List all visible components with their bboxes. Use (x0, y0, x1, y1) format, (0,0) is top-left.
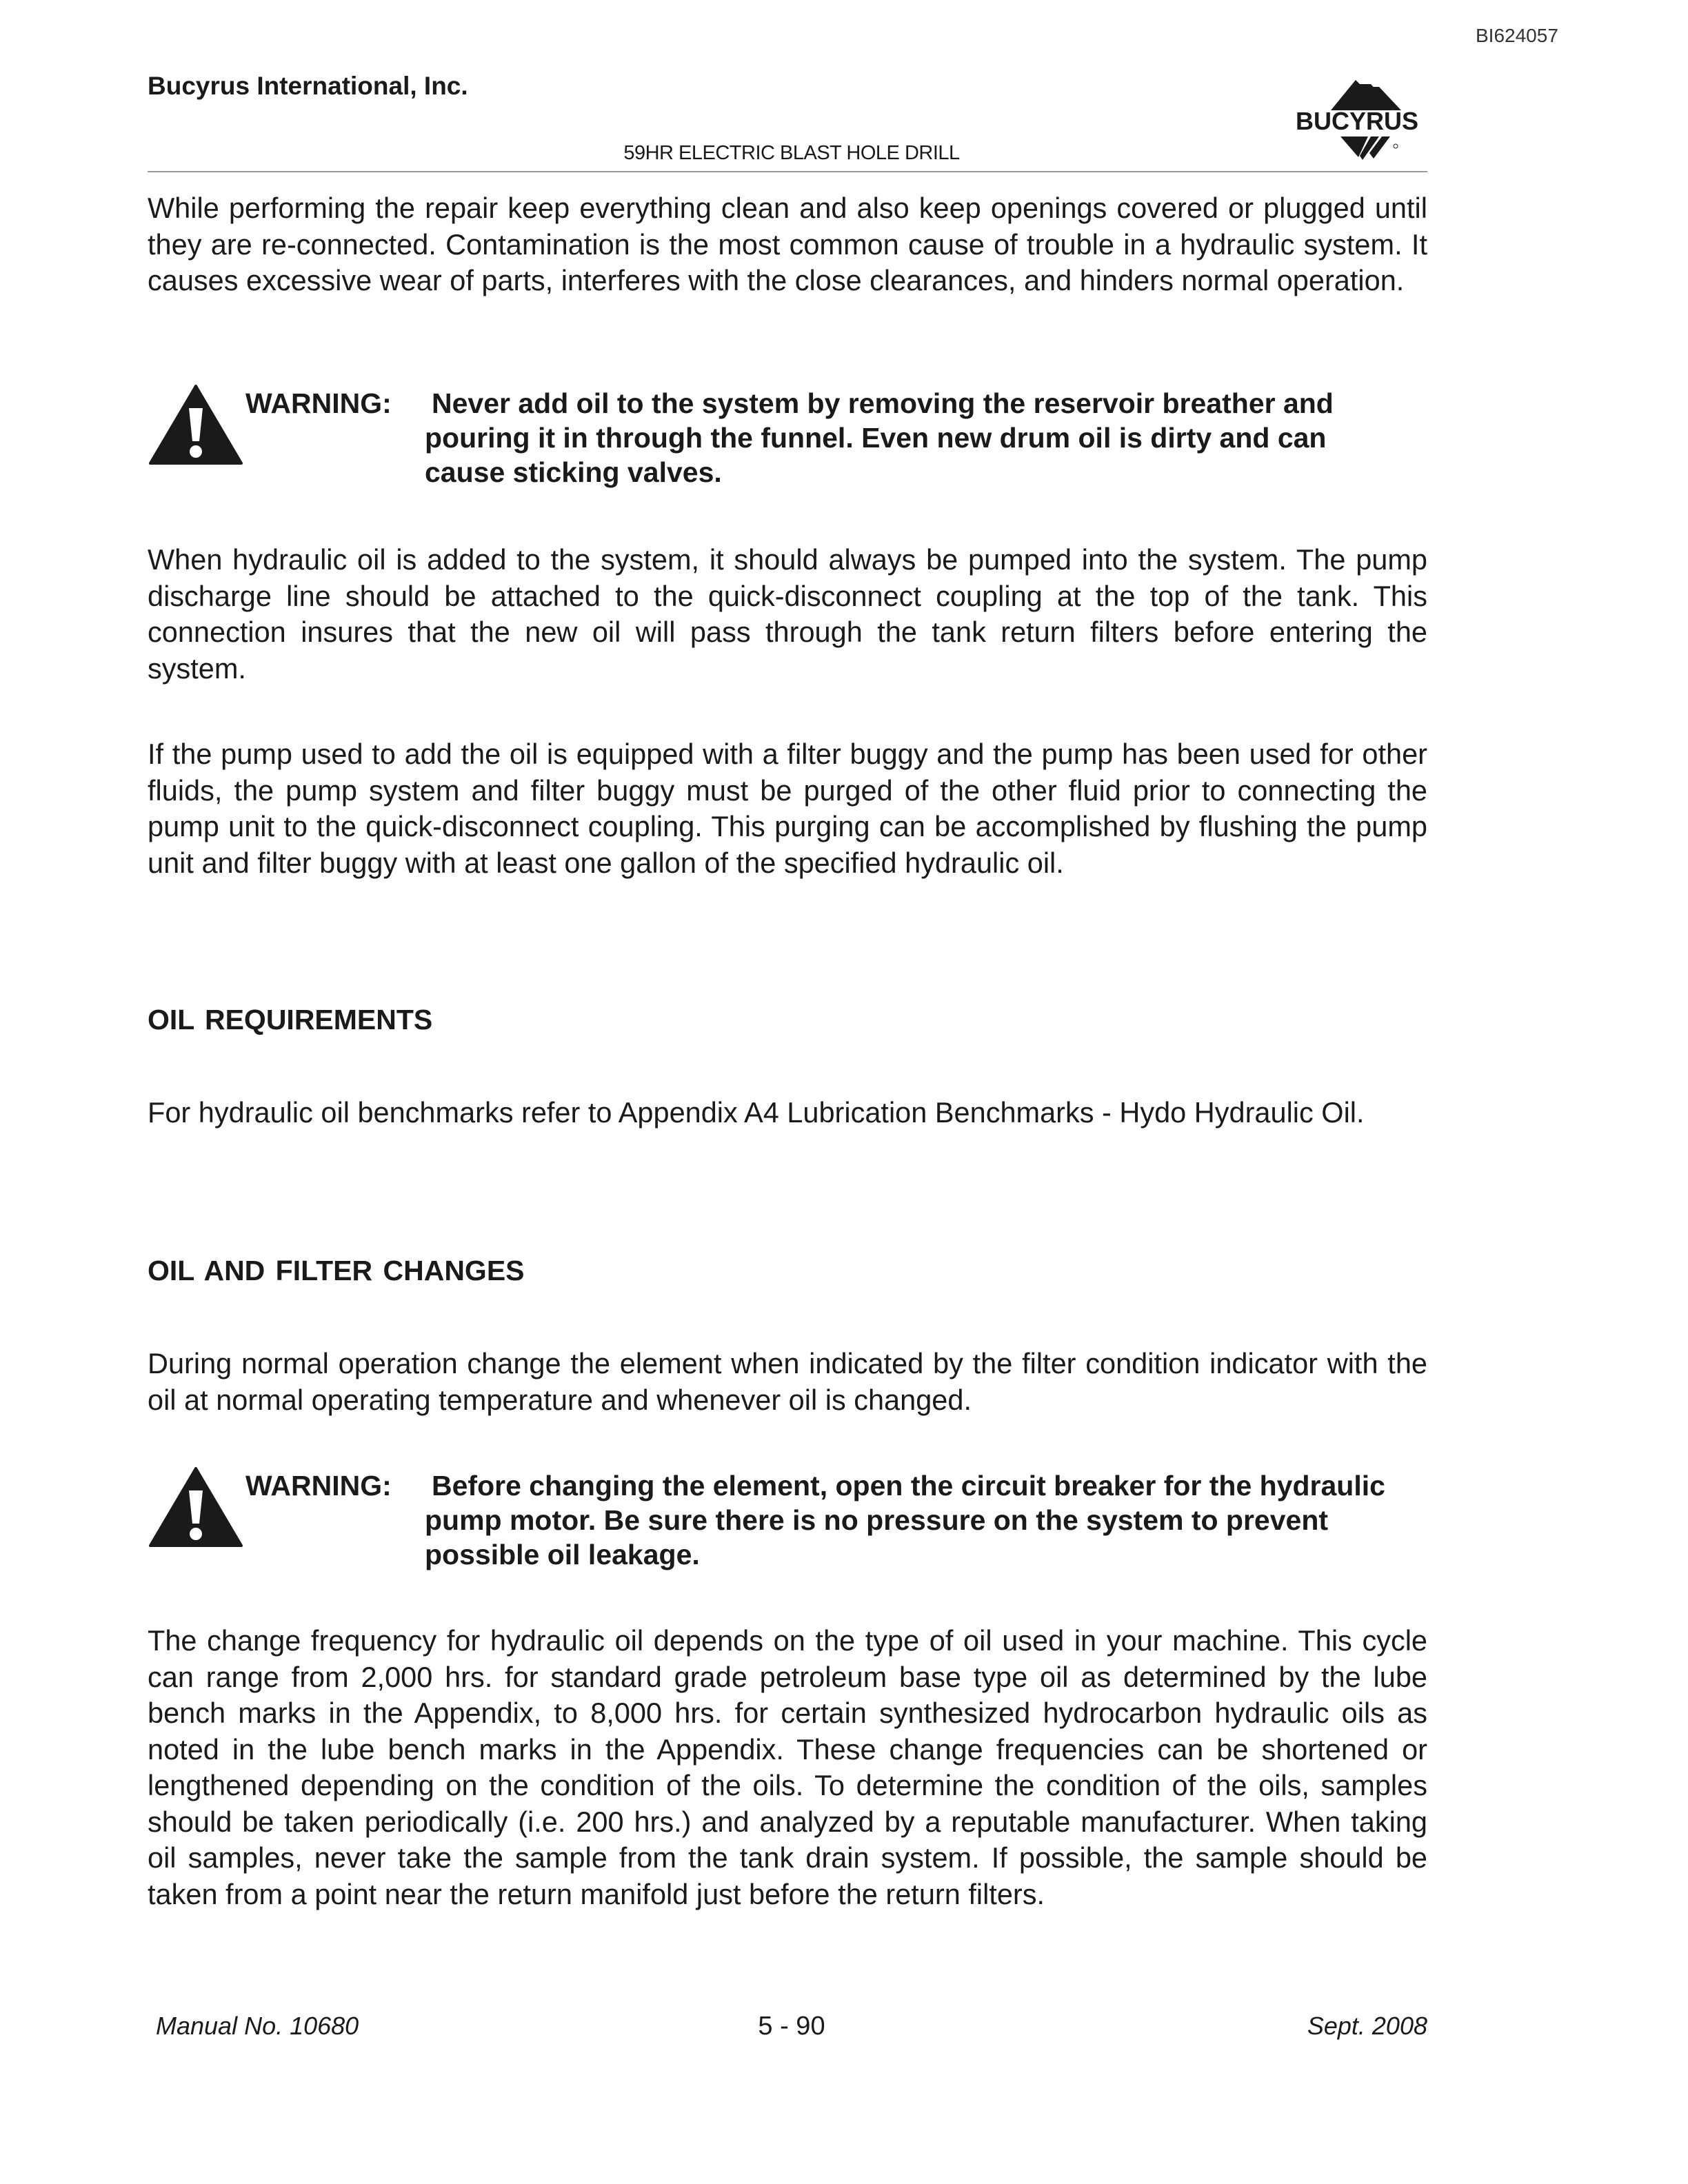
paragraph-change-frequency: The change frequency for hydraulic oil depends on the type of oil used in your machine. This cycle can range from 2,000 hrs. for standard grade petroleum base type oil as determined by the lube bench marks in the Appendix, to 8,000 hrs. for certain synthesized hydrocarbon hydraulic oils as noted in the lube bench marks in the Appendix. These change frequencies can be shortened or lengthened depending on the condition of the oils. To determine the condition of the oils, samples should be taken periodically (i.e. 200 hrs.) and analyzed by a reputable manufacturer. When taking oil samples, never take the sample from the tank drain system. If possible, the sample should be taken from a point near the return manifold just before the return filters. (148, 1624, 1427, 1910)
warning-text: Never add oil to the system by removing the reservoir breather and pouring it in through the funnel. Even new drum oil is dirty and can cause sticking valves. (425, 387, 1334, 488)
paragraph-contamination: While performing the repair keep everything clean and also keep openings covered or plugged until they are re-connected. Contamination is the most common cause of trouble in a hydraulic system. It causes excessive wear of parts, interferes with the close clearances, and hinders normal operation. (148, 192, 1427, 296)
company-name: Bucyrus International, Inc. (148, 72, 468, 100)
document-title: 59HR ELECTRIC BLAST HOLE DRILL (623, 142, 960, 164)
heading-oil-requirements: OIL REQUIREMENTS (148, 1004, 433, 1035)
warning-label: WARNING: (245, 1470, 392, 1502)
logo-text: BUCYRUS (1295, 107, 1419, 135)
footer-page-number: 5 - 90 (758, 2012, 825, 2041)
paragraph-benchmarks: For hydraulic oil benchmarks refer to Appendix A4 Lubrication Benchmarks - Hydo Hydraulic Oil. (148, 1096, 1365, 1129)
warning-text: Before changing the element, open the circuit breaker for the hydraulic pump motor. Be sure there is no pressure on the system to prevent possible oil leakage. (425, 1470, 1385, 1570)
paragraph-filter-buggy: If the pump used to add the oil is equipped with a filter buggy and the pump has been used for other fluids, the pump system and filter buggy must be purged of the other fluid prior to connecting the pump unit to the quick-disconnect coupling. This purging can be accomplished by flushing the pump unit and filter buggy with at least one gallon of the specified hydraulic oil. (148, 738, 1427, 879)
heading-oil-filter-changes: OIL AND FILTER CHANGES (148, 1255, 525, 1286)
paragraph-element-change: During normal operation change the element when indicated by the filter condition indicator with the oil at normal operating temperature and whenever oil is changed. (148, 1347, 1427, 1416)
warning-triangle-icon (148, 1466, 244, 1548)
document-id: BI624057 (1476, 25, 1558, 46)
header-divider (148, 171, 1427, 172)
footer-manual-number: Manual No. 10680 (156, 2012, 359, 2040)
footer-date: Sept. 2008 (1307, 2012, 1427, 2040)
warning-label: WARNING: (245, 387, 392, 419)
warning-triangle-icon (148, 383, 244, 466)
paragraph-adding-oil: When hydraulic oil is added to the system, it should always be pumped into the system. The pump discharge line should be attached to the quick-disconnect coupling at the top of the tank. This connection insures that the new oil will pass through the tank return filters before entering the system. (148, 543, 1427, 685)
